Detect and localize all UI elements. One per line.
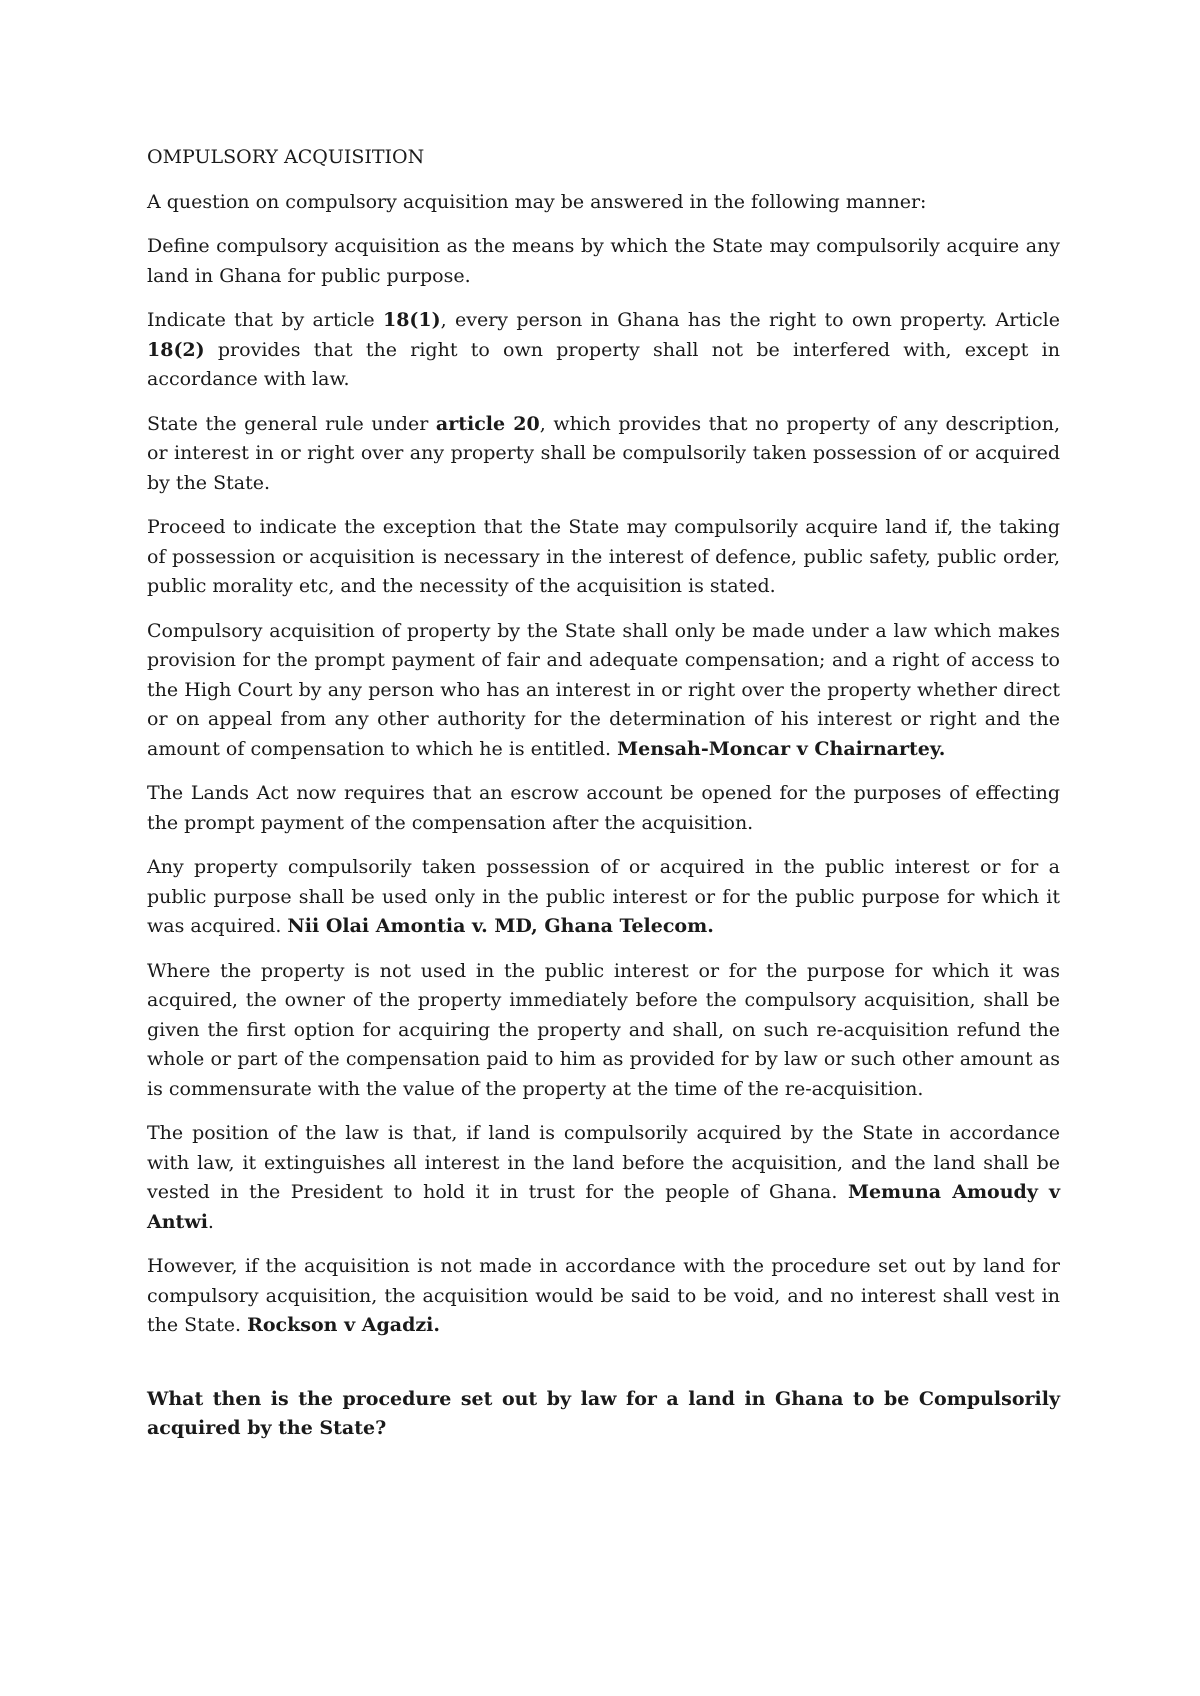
article-20-text-2: , which provides that no property of any description, or interest in or right over any property shall be compulsorily taken possession of or acquired by the State. <box>147 412 1060 494</box>
position-paragraph <box>147 1119 1060 1237</box>
document-heading: OMPULSORY ACQUISITION <box>147 146 425 168</box>
exception-paragraph: Proceed to indicate the exception that the State may compulsorily acquire land if, the taking of possession or acquisition is necessary in the interest of defence, public safety, public order, public morality etc, and the necessity of the acquisition is stated. <box>147 516 1060 597</box>
article-18-text-2: , every person in Ghana has the right to own property. Article <box>440 309 1060 331</box>
article-20-ref: article 20 <box>435 412 540 435</box>
compensation-text: Compulsory acquisition of property by the State shall only be made under a law which makes provision for the prompt payment of fair and adequate compensation; and a right of access to the High Court by any person who has an interest in or right over the property whether direct or on appeal from any other authority for the determination of his interest or right and the amount of compensation to which he is entitled. <box>147 619 1060 760</box>
position-text-end: . <box>207 1210 214 1233</box>
public-interest-text: Any property compulsorily taken possession of or acquired in the public interest or for a public purpose shall be used only in the public interest or for the public purpose for which it was acquired. <box>147 856 1060 937</box>
however-text: However, if the acquisition is not made in accordance with the procedure set out by land for compulsory acquisition, the acquisition would be said to be void, and no interest shall vest in the State. <box>147 1255 1060 1336</box>
case-citation-mensah: Mensah-Moncar v Chairnartey. <box>617 737 946 760</box>
closing-question: What then is the procedure set out by law for a land in Ghana to be Compulsorily acquired by the State? <box>147 1387 1060 1439</box>
however-paragraph <box>147 1252 1060 1341</box>
case-citation-amontia: Nii Olai Amontia v. MD, Ghana Telecom. <box>287 915 714 937</box>
escrow-paragraph: The Lands Act now requires that an escrow account be opened for the purposes of effecting the prompt payment of the compensation after the acquisition. <box>147 782 1060 834</box>
case-citation-amoudy: Memuna Amoudy v Antwi <box>147 1181 1060 1233</box>
not-used-paragraph: Where the property is not used in the public interest or for the purpose for which it was acquired, the owner of the property immediately before the compulsory acquisition, shall be given the first option for acquiring the property and shall, on such re-acquisition refund the whole or part of the compensation paid to him as provided for by law or such other amount as is commensurate with the value of the property at the time of the re-acquisition. <box>147 959 1060 1100</box>
case-citation-rockson: Rockson v Agadzi. <box>247 1314 440 1336</box>
article-18-paragraph <box>147 306 1060 395</box>
position-text: The position of the law is that, if land is compulsorily acquired by the State in accordance with law, it extinguishes all interest in the land before the acquisition, and the land shall be vested in the President to hold it in trust for the people of Ghana. <box>147 1122 1060 1203</box>
article-18-1-ref: 18(1) <box>382 309 441 331</box>
article-20-paragraph <box>147 410 1060 499</box>
article-18-2-ref: 18(2) <box>147 338 205 361</box>
public-interest-paragraph <box>147 853 1060 942</box>
document-page <box>147 143 1060 1459</box>
article-18-text-3: provides that the right to own property shall not be interfered with, except in accordance with law. <box>147 338 1060 390</box>
article-18-text-1: Indicate that by article <box>147 309 383 331</box>
define-paragraph: Define compulsory acquisition as the means by which the State may compulsorily acquire any land in Ghana for public purpose. <box>147 235 1060 287</box>
compensation-paragraph <box>147 617 1060 765</box>
article-20-text-1: State the general rule under <box>147 412 436 435</box>
intro-paragraph: A question on compulsory acquisition may be answered in the following manner: <box>147 190 927 213</box>
